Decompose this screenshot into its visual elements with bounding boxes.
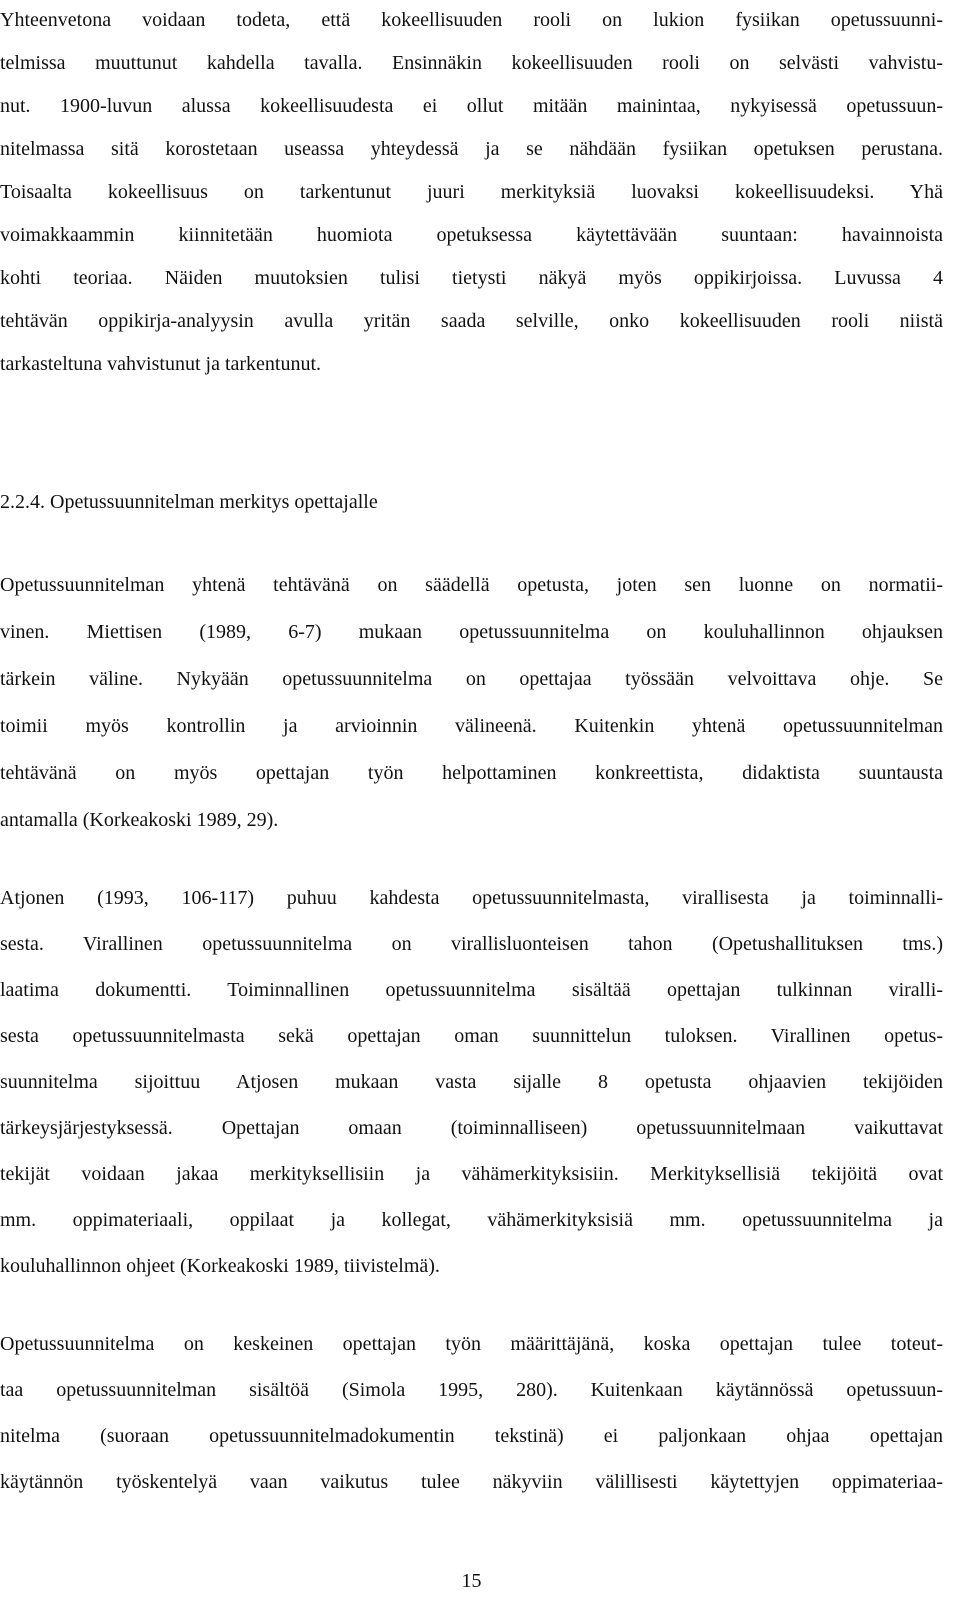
text-line: taa opetussuunnitelman sisältöä (Simola 1995, 280). Kuitenkaan käytännössä opetussuun- bbox=[0, 1379, 943, 1401]
text-line: nitelmassa sitä korostetaan useassa yhteydessä ja se nähdään fysiikan opetuksen perustana. bbox=[0, 138, 943, 160]
text-line: voimakkaammin kiinnitetään huomiota opetuksessa käytettävään suuntaan: havainnoista bbox=[0, 224, 943, 246]
text-line: nut. 1900-luvun alussa kokeellisuudesta ei ollut mitään mainintaa, nykyisessä opetussuun- bbox=[0, 95, 943, 117]
text-line: Toisaalta kokeellisuus on tarkentunut juuri merkityksiä luovaksi kokeellisuudeksi. Yhä bbox=[0, 181, 943, 203]
text-line: kohti teoriaa. Näiden muutoksien tulisi tietysti näkyä myös oppikirjoissa. Luvussa 4 bbox=[0, 267, 943, 289]
text-line: tärkein väline. Nykyään opetussuunnitelma on opettajaa työssään velvoittava ohje. Se bbox=[0, 668, 943, 690]
text-line: sesta. Virallinen opetussuunnitelma on virallisluonteisen tahon (Opetushallituksen tms.) bbox=[0, 933, 943, 955]
text-line: Yhteenvetona voidaan todeta, että kokeellisuuden rooli on lukion fysiikan opetussuunni- bbox=[0, 9, 943, 31]
text-line: antamalla (Korkeakoski 1989, 29). bbox=[0, 809, 279, 831]
text-line: vinen. Miettisen (1989, 6-7) mukaan opetussuunnitelma on kouluhallinnon ohjauksen bbox=[0, 621, 943, 643]
text-line: toimii myös kontrollin ja arvioinnin välineenä. Kuitenkin yhtenä opetussuunnitelman bbox=[0, 715, 943, 737]
text-line: mm. oppimateriaali, oppilaat ja kollegat, vähämerkityksisiä mm. opetussuunnitelma ja bbox=[0, 1209, 943, 1231]
text-line: tärkeysjärjestyksessä. Opettajan omaan (toiminnalliseen) opetussuunnitelmaan vaikuttavat bbox=[0, 1117, 943, 1139]
text-line: suunnitelma sijoittuu Atjosen mukaan vasta sijalle 8 opetusta ohjaavien tekijöiden bbox=[0, 1071, 943, 1093]
page-number: 15 bbox=[461, 1570, 482, 1592]
text-line: käytännön työskentelyä vaan vaikutus tulee näkyviin välillisesti käytettyjen oppimateriaa- bbox=[0, 1471, 943, 1493]
text-line: nitelma (suoraan opetussuunnitelmadokumentin tekstinä) ei paljonkaan ohjaa opettajan bbox=[0, 1425, 943, 1447]
text-line: Atjonen (1993, 106-117) puhuu kahdesta opetussuunnitelmasta, virallisesta ja toiminnalli- bbox=[0, 887, 943, 909]
text-line: Opetussuunnitelma on keskeinen opettajan työn määrittäjänä, koska opettajan tulee toteut- bbox=[0, 1333, 943, 1355]
text-line: Opetussuunnitelman yhtenä tehtävänä on säädellä opetusta, joten sen luonne on normatii- bbox=[0, 574, 943, 596]
text-line: kouluhallinnon ohjeet (Korkeakoski 1989, tiivistelmä). bbox=[0, 1255, 440, 1277]
text-line: tekijät voidaan jakaa merkityksellisiin ja vähämerkityksisiin. Merkityksellisiä tekijöitä ovat bbox=[0, 1163, 943, 1185]
text-line: telmissa muuttunut kahdella tavalla. Ensinnäkin kokeellisuuden rooli on selvästi vahvistu- bbox=[0, 52, 943, 74]
text-line: tehtävän oppikirja-analyysin avulla yritän saada selville, onko kokeellisuuden rooli niistä bbox=[0, 310, 943, 332]
text-line: tehtävänä on myös opettajan työn helpottaminen konkreettista, didaktista suuntausta bbox=[0, 762, 943, 784]
text-line: tarkasteltuna vahvistunut ja tarkentunut. bbox=[0, 353, 322, 375]
section-heading: 2.2.4. Opetussuunnitelman merkitys opettajalle bbox=[0, 491, 378, 513]
text-line: sesta opetussuunnitelmasta sekä opettajan oman suunnittelun tuloksen. Virallinen opetus- bbox=[0, 1025, 943, 1047]
text-line: laatima dokumentti. Toiminnallinen opetussuunnitelma sisältää opettajan tulkinnan viralli- bbox=[0, 979, 943, 1001]
